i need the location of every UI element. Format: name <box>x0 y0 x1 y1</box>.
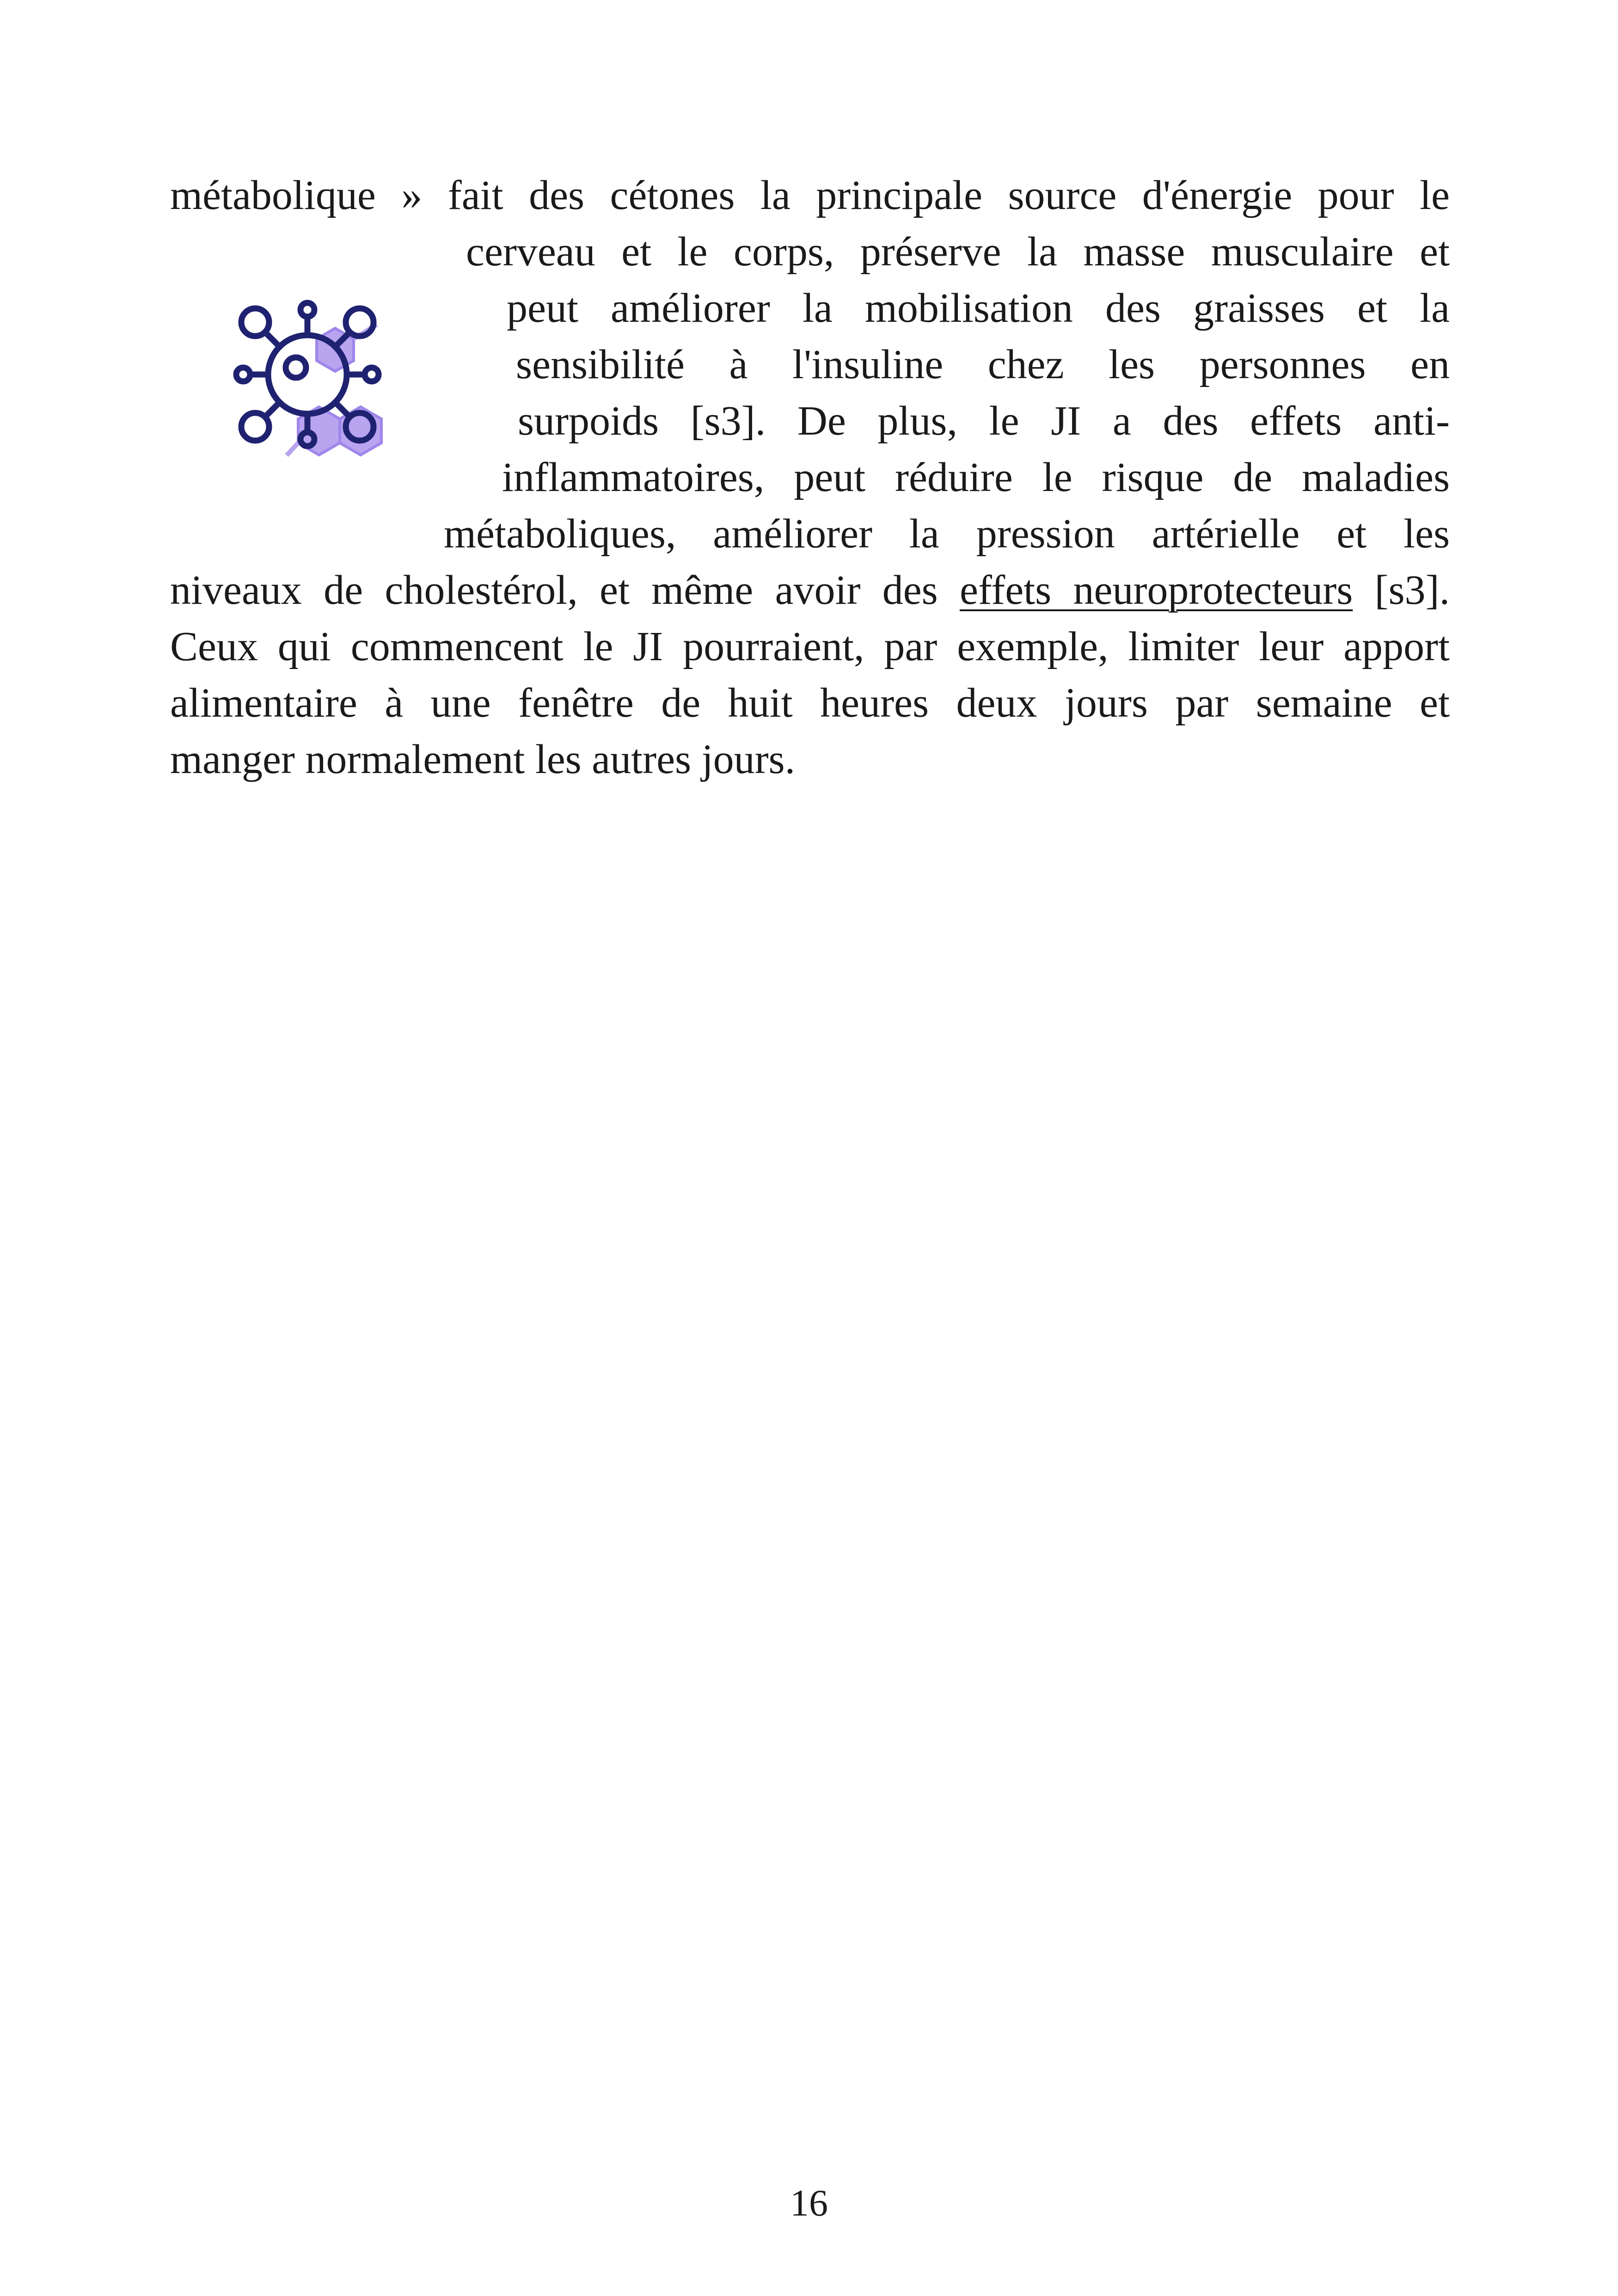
paragraph-line-4: sensibilité à l'insuline chez les personnes en <box>516 342 1450 387</box>
paragraph-line-9: Ceux qui commencent le JI pourraient, par exemple, limiter leur apport <box>170 624 1450 669</box>
effets-neuroprotecteurs-link[interactable]: effets neuroprotecteurs <box>959 567 1353 613</box>
paragraph-line-3: peut améliorer la mobilisation des graisses et la <box>507 285 1450 331</box>
body-paragraph <box>170 167 1450 788</box>
line-8-text-after: [s3]. <box>1353 567 1450 613</box>
paragraph-line-7: métaboliques, améliorer la pression artérielle et les <box>444 511 1450 557</box>
paragraph-line-1: métabolique » fait des cétones la principale source d'énergie pour le <box>170 172 1450 218</box>
paragraph-line-5: surpoids [s3]. De plus, le JI a des effets anti- <box>518 398 1450 444</box>
paragraph-line-11: manger normalement les autres jours. <box>170 737 796 782</box>
paragraph-line-6: inflammatoires, peut réduire le risque de maladies <box>502 454 1450 500</box>
paragraph-line-2: cerveau et le corps, préserve la masse musculaire et <box>466 229 1450 275</box>
line-8-text-before: niveaux de cholestérol, et même avoir des <box>170 567 960 613</box>
page-number: 16 <box>790 2182 828 2224</box>
paragraph-line-8 <box>170 562 1450 619</box>
paragraph-line-10: alimentaire à une fenêtre de huit heures deux jours par semaine et <box>170 680 1450 726</box>
